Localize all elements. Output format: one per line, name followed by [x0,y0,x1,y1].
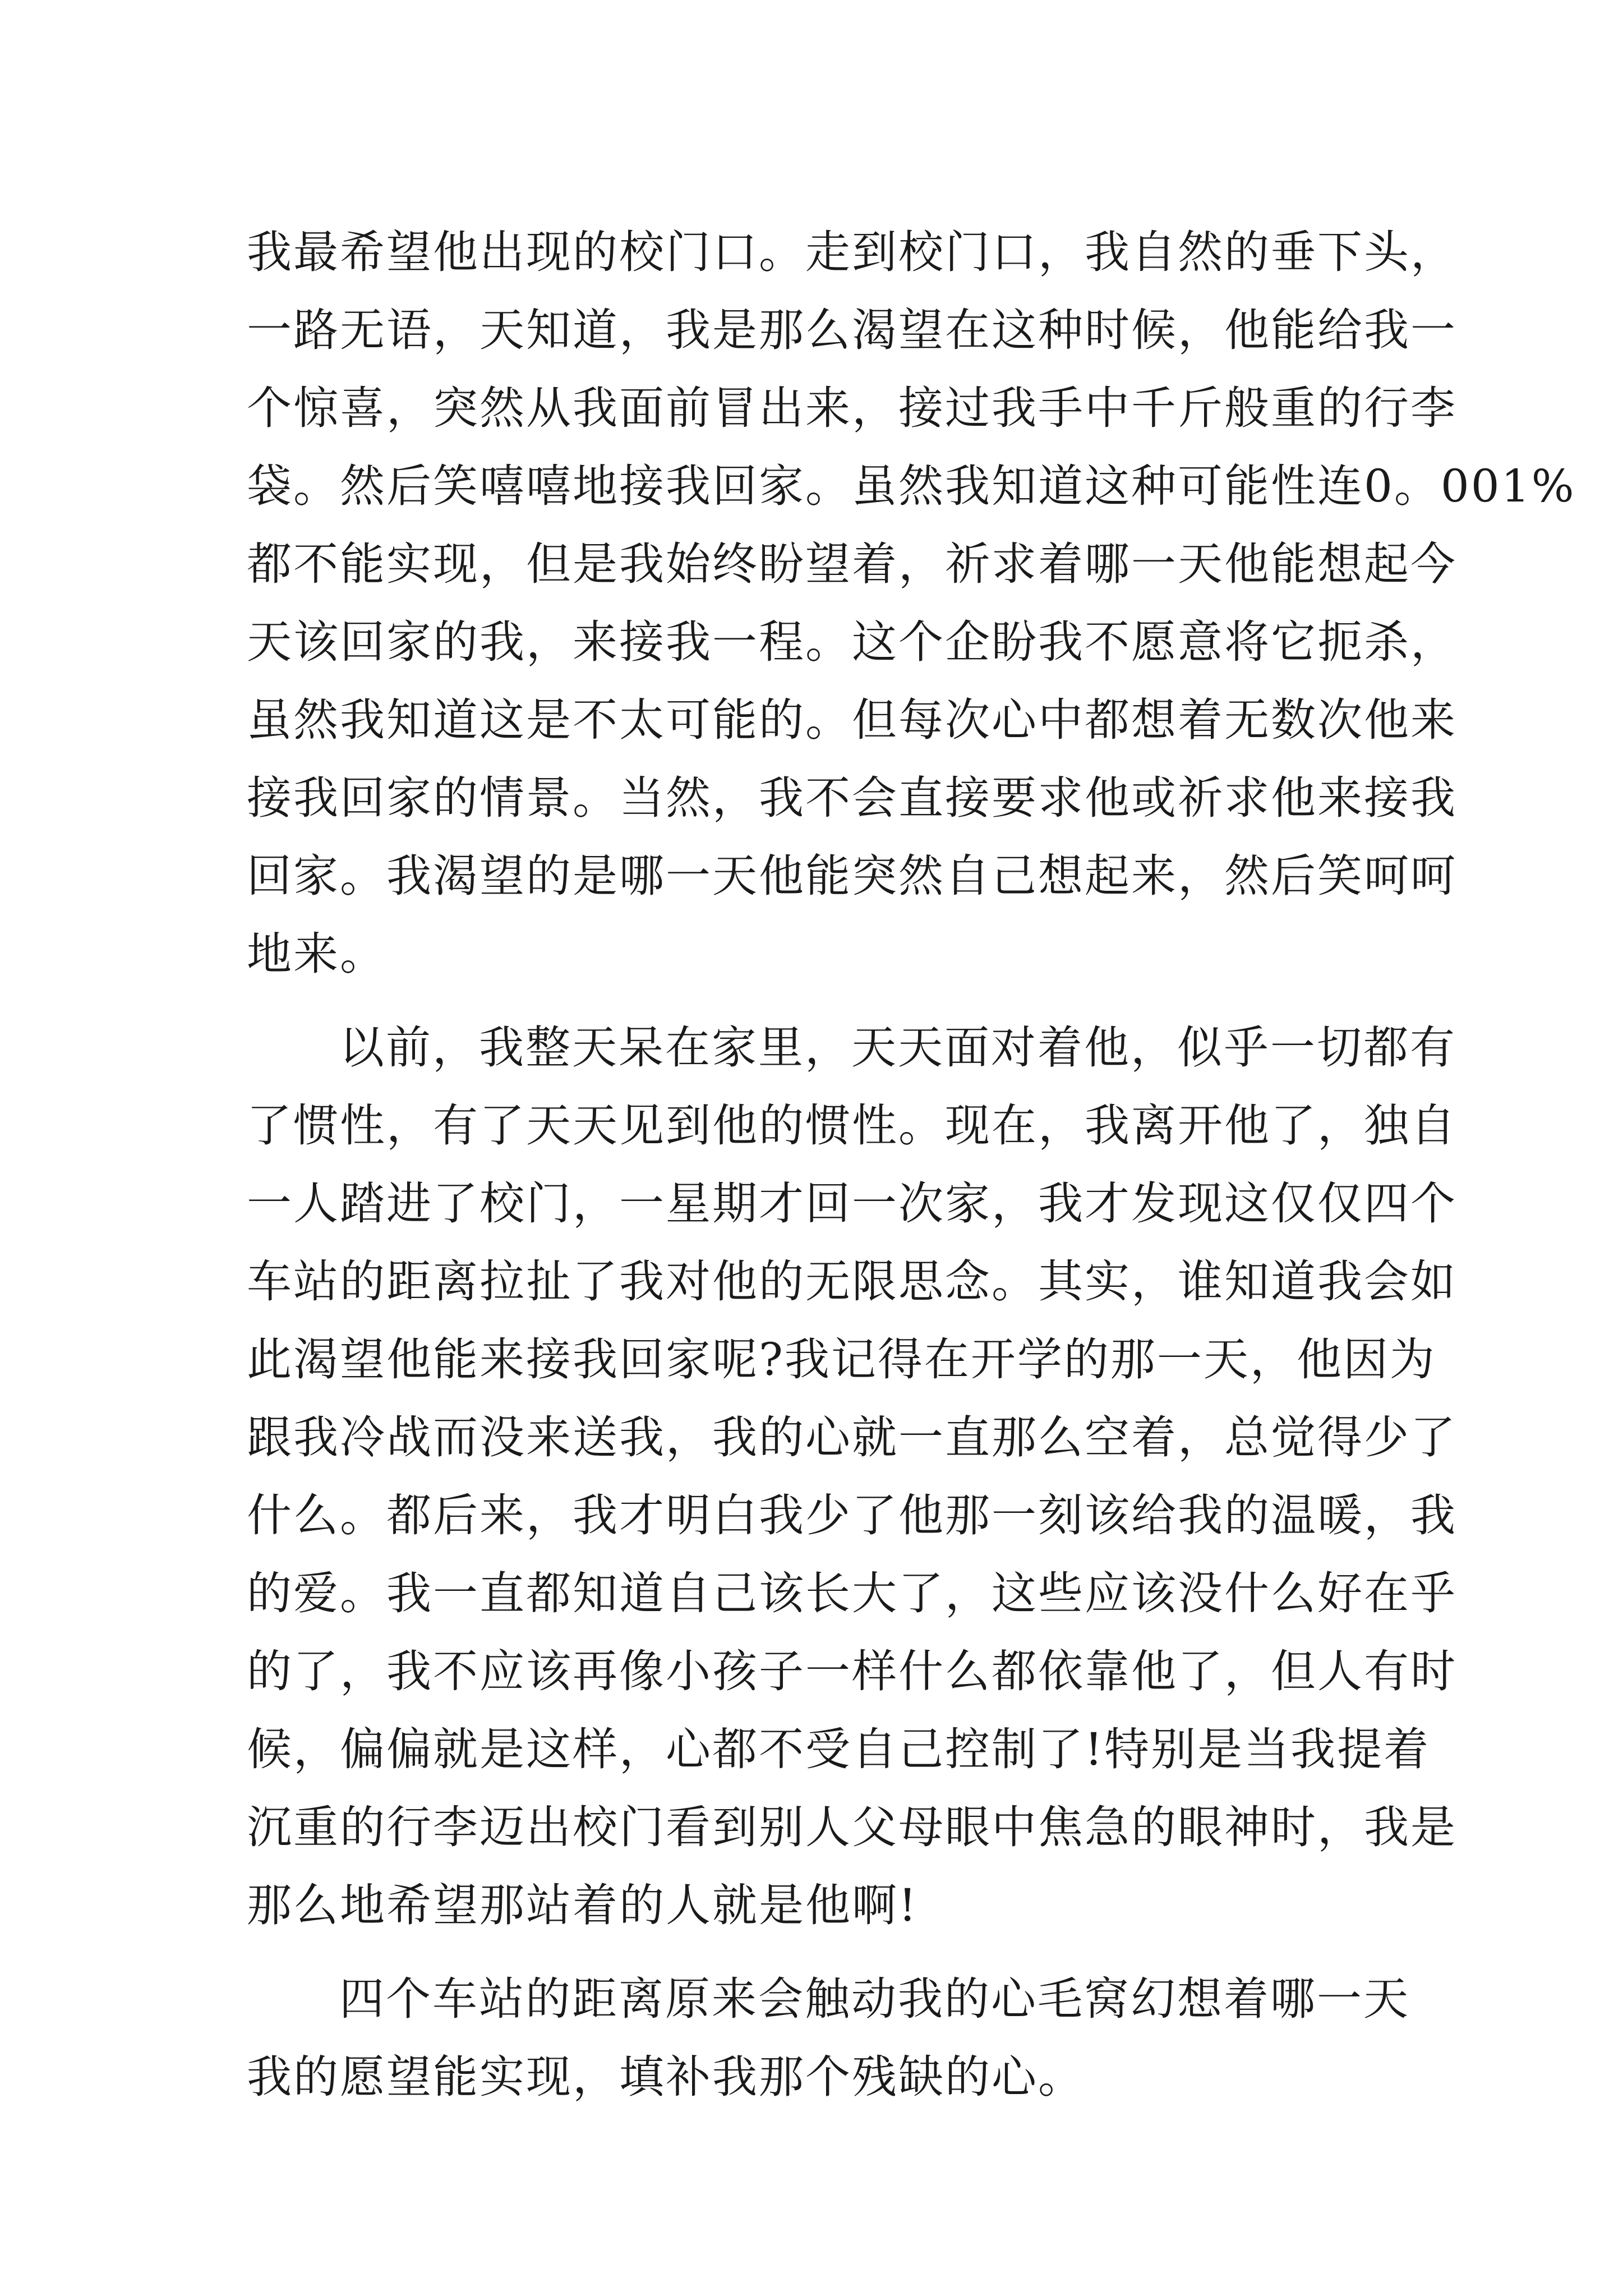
text-line: 虽然我知道这是不太可能的。但每次心中都想着无数次他来 [247,694,1457,746]
text-line: 车站的距离拉扯了我对他的无限思念。其实，谁知道我会如 [247,1255,1457,1308]
text-line: 以前，我整天呆在家里，天天面对着他，似乎一切都有 [339,1022,1456,1074]
paragraph-3 [247,1960,1410,2116]
paragraph-spacer [247,1944,1391,1960]
text-line: 接我回家的情景。当然，我不会直接要求他或祈求他来接我 [247,772,1457,824]
text-line: 沉重的行李迈出校门看到别人父母眼中焦急的眼神时，我是 [247,1801,1457,1853]
text-line: 四个车站的距离原来会触动我的心毛窝幻想着哪一天 [339,1973,1410,2025]
text-line: 我最希望他出现的校门口。走到校门口，我自然的垂下头， [247,226,1457,278]
text-line: 那么地希望那站着的人就是他啊! [247,1879,919,1931]
text-line: 什么。都后来，我才明白我少了他那一刻该给我的温暖，我 [247,1489,1457,1542]
text-line: 此渴望他能来接我回家呢?我记得在开学的那一天，他因为 [247,1333,1436,1386]
text-line: 候，偏偏就是这样，心都不受自己控制了!特别是当我提着 [247,1723,1431,1775]
text-line: 回家。我渴望的是哪一天他能突然自己想起来，然后笑呵呵 [247,850,1457,902]
paragraph-1 [247,213,1576,993]
text-line: 一路无语，天知道，我是那么渴望在这种时候，他能给我一 [247,304,1457,356]
paragraph-spacer [247,993,1391,1009]
text-line: 个惊喜，突然从我面前冒出来，接过我手中千斤般重的行李 [247,382,1457,434]
paragraph-2 [247,1009,1457,1944]
text-line: 的了，我不应该再像小孩子一样什么都依靠他了，但人有时 [247,1645,1457,1697]
text-line: 一人踏进了校门，一星期才回一次家，我才发现这仅仅四个 [247,1177,1457,1230]
text-line: 地来。 [247,928,386,980]
text-line: 天该回家的我，来接我一程。这个企盼我不愿意将它扼杀， [247,616,1457,668]
text-line: 跟我冷战而没来送我，我的心就一直那么空着，总觉得少了 [247,1411,1457,1464]
text-line: 都不能实现，但是我始终盼望着，祈求着哪一天他能想起今 [247,538,1457,590]
text-line: 我的愿望能实现，填补我那个残缺的心。 [247,2051,1085,2103]
body-text [247,213,1576,2116]
text-line: 袋。然后笑嘻嘻地接我回家。虽然我知道这种可能性连0。001% [247,460,1576,512]
text-line: 的爱。我一直都知道自己该长大了，这些应该没什么好在乎 [247,1567,1457,1619]
text-line: 了惯性，有了天天见到他的惯性。现在，我离开他了，独自 [247,1099,1457,1152]
